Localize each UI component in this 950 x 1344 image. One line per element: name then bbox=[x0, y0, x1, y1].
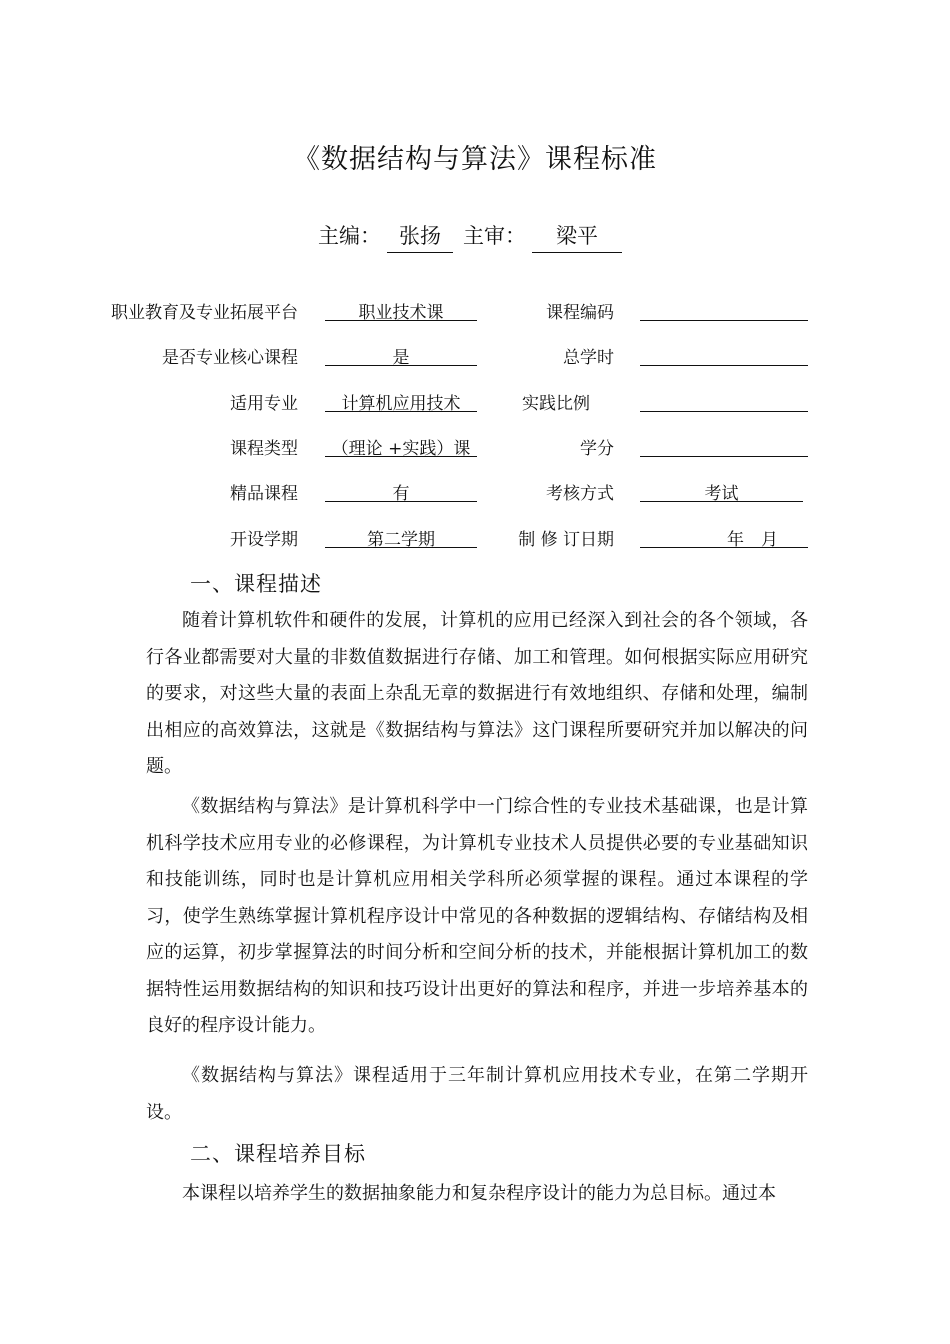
info-row bbox=[0, 525, 950, 555]
chief-editor-name: 张扬 bbox=[387, 220, 453, 253]
paragraph: 本课程以培养学生的数据抽象能力和复杂程序设计的能力为总目标。通过本 bbox=[182, 1183, 776, 1204]
info-value bbox=[640, 389, 808, 412]
info-label: 实践比例 bbox=[522, 394, 590, 414]
info-row bbox=[0, 479, 950, 509]
info-label: 学分 bbox=[580, 439, 614, 459]
document-title: 《数据结构与算法》课程标准 bbox=[293, 144, 657, 175]
chief-editor-label: 主编： bbox=[318, 224, 381, 248]
info-value: 考试 bbox=[640, 479, 803, 502]
info-value: 是 bbox=[325, 343, 477, 366]
info-label: 考核方式 bbox=[546, 484, 614, 504]
info-value bbox=[640, 298, 808, 321]
info-row bbox=[0, 343, 950, 373]
info-label: 课程类型 bbox=[230, 439, 298, 459]
info-value: 职业技术课 bbox=[325, 298, 477, 321]
paragraph: 《数据结构与算法》课程适用于三年制计算机应用技术专业，在第二学期开设。 bbox=[146, 1065, 808, 1123]
info-value bbox=[640, 434, 808, 457]
info-label: 制 修 订日期 bbox=[518, 530, 614, 550]
reviewer-name: 梁平 bbox=[532, 220, 622, 253]
paragraph: 《数据结构与算法》是计算机科学中一门综合性的专业技术基础课，也是计算机科学技术应用专业的必修课程，为计算机专业技术人员提供必要的专业基础知识和技能训练，同时也是计算机应用相关学科所必须掌握的课程。通过本课程的学习，使学生熟练掌握计算机程序设计中常见的各种数据的逻辑结构、存储结构及相应的运算，初步掌握算法的时间分析和空间分析的技术，并能根据计算机加工的数据特性运用数据结构的知识和技巧设计出更好的算法和程序，并进一步培养基本的良好的程序设计能力。 bbox=[146, 796, 808, 1036]
info-label: 职业教育及专业拓展平台 bbox=[111, 303, 298, 323]
reviewer-label: 主审： bbox=[463, 224, 526, 248]
info-value: 第二学期 bbox=[325, 525, 477, 548]
info-value bbox=[640, 343, 808, 366]
info-row bbox=[0, 389, 950, 419]
info-value: 有 bbox=[325, 479, 477, 502]
section-heading: 一、课程描述 bbox=[190, 572, 322, 596]
info-label: 开设学期 bbox=[230, 530, 298, 550]
paragraph: 随着计算机软件和硬件的发展，计算机的应用已经深入到社会的各个领域，各行各业都需要对大量的非数值数据进行存储、加工和管理。如何根据实际应用研究的要求，对这些大量的表面上杂乱无章的数据进行有效地组织、存储和处理，编制出相应的高效算法，这就是《数据结构与算法》这门课程所要研究并加以解决的问题。 bbox=[146, 610, 808, 777]
info-value: （理论 +实践）课 bbox=[325, 434, 477, 457]
info-label: 精品课程 bbox=[230, 484, 298, 504]
section-heading: 二、课程培养目标 bbox=[190, 1142, 366, 1166]
info-label: 总学时 bbox=[563, 348, 614, 368]
info-value: 计算机应用技术 bbox=[325, 389, 477, 412]
info-label: 适用专业 bbox=[230, 394, 298, 414]
info-row bbox=[0, 298, 950, 328]
info-label: 是否专业核心课程 bbox=[162, 348, 298, 368]
info-value: 年 月 bbox=[640, 525, 808, 548]
info-row bbox=[0, 434, 950, 464]
editors-line bbox=[0, 220, 950, 253]
info-label: 课程编码 bbox=[546, 303, 614, 323]
